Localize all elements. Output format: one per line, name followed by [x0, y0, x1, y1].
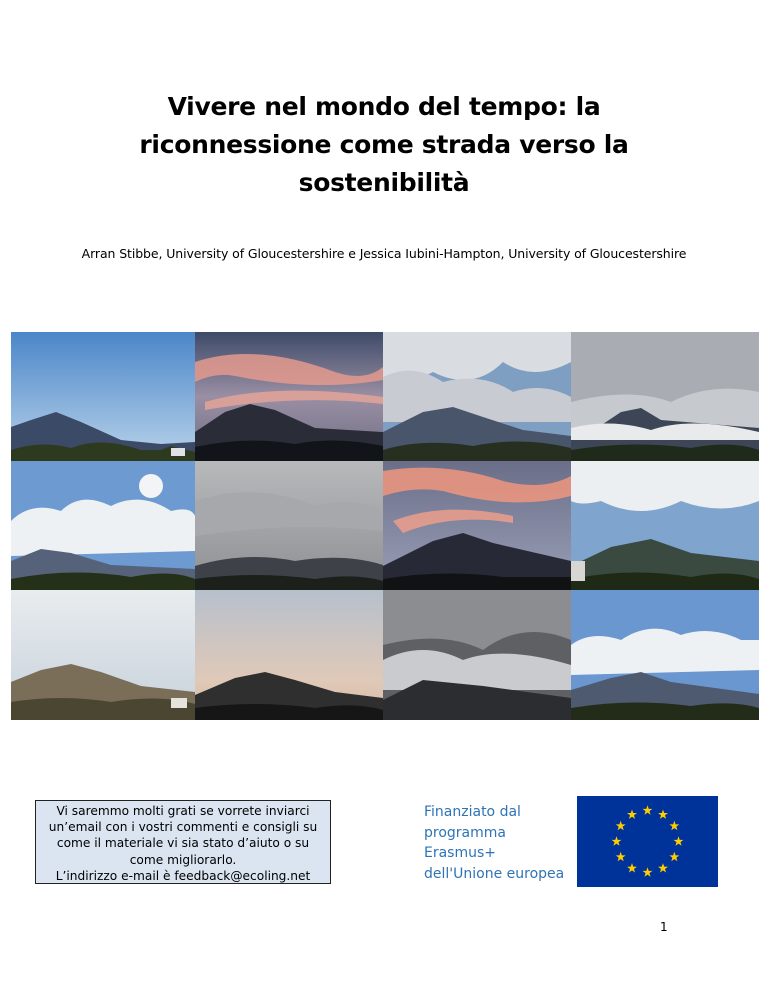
- mountain-sky-photo: [571, 332, 759, 461]
- authors-line: Arran Stibbe, University of Gloucestershire e Jessica Iubini-Hampton, University of Gloucestershire: [81, 246, 687, 261]
- funding-statement: [424, 802, 574, 884]
- feedback-line: Vi saremmo molti grati se vorrete inviarci: [56, 804, 310, 818]
- photo-grid: [11, 332, 759, 720]
- funding-line: Erasmus+: [424, 845, 497, 861]
- mountain-sky-photo: [195, 332, 383, 461]
- feedback-line: come migliorarlo.: [129, 852, 237, 867]
- funding-line: Finanziato dal: [424, 804, 521, 820]
- document-title: [84, 88, 684, 202]
- mountain-sky-photo: [571, 461, 759, 590]
- mountain-sky-photo: [383, 461, 571, 590]
- feedback-line: un’email con i vostri commenti e consigli su: [48, 820, 318, 835]
- mountain-sky-photo: [11, 590, 195, 720]
- title-line: riconnessione come strada verso la: [139, 130, 629, 159]
- feedback-box: [35, 800, 331, 884]
- funding-line: programma: [424, 824, 506, 841]
- funding-line: dell'Unione europea: [424, 865, 565, 882]
- mountain-sky-photo: [11, 461, 195, 590]
- title-line: sostenibilità: [298, 168, 470, 197]
- feedback-line: come il materiale vi sia stato d’aiuto o su: [56, 836, 310, 851]
- mountain-sky-photo: [195, 590, 383, 720]
- eu-flag-icon: [577, 796, 718, 887]
- mountain-sky-photo: [571, 590, 759, 720]
- page-number: 1: [660, 920, 668, 934]
- mountain-sky-photo: [383, 332, 571, 461]
- mountain-sky-photo: [195, 461, 383, 590]
- mountain-sky-photo: [11, 332, 195, 461]
- mountain-sky-photo: [383, 590, 571, 720]
- feedback-email-line: L’indirizzo e-mail è feedback@ecoling.net: [55, 868, 311, 883]
- title-line: Vivere nel mondo del tempo: la: [167, 92, 601, 121]
